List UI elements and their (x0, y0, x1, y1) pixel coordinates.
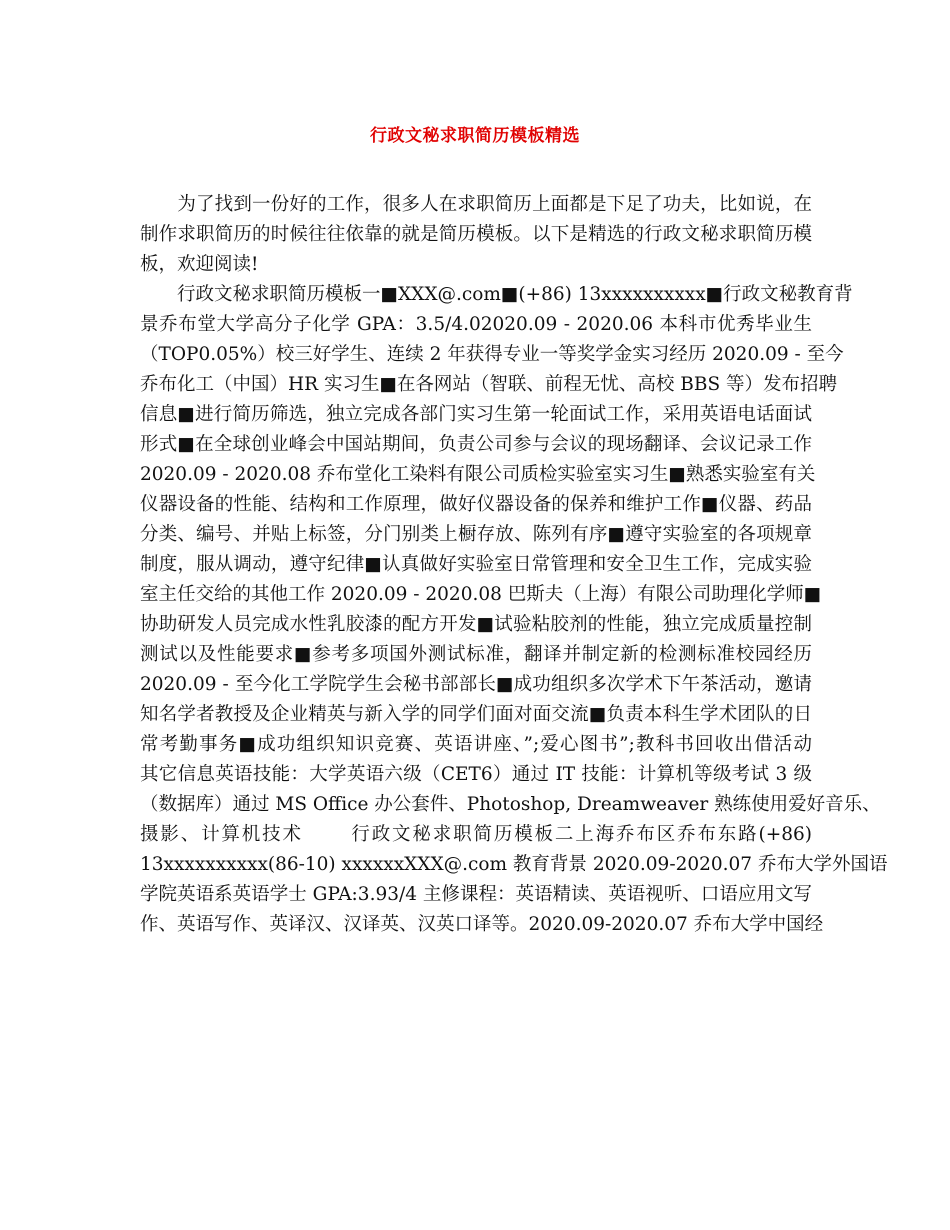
body-line: 乔布化工（中国）HR 实习生■在各网站（智联、前程无忧、高校 BBS 等）发布招聘 (140, 374, 838, 395)
body-line: 协助研发人员完成水性乳胶漆的配方开发■试验粘胶剂的性能，独立完成质量控制 (140, 614, 812, 635)
body-line: 测试以及性能要求■参考多项国外测试标准，翻译并制定新的检测标准校园经历 (140, 644, 812, 665)
body-line: 室主任交给的其他工作 2020.09 - 2020.08 巴斯夫（上海）有限公司助理化学师■ (140, 584, 822, 605)
body-line: 知名学者教授及企业精英与新入学的同学们面对面交流■负责本科生学术团队的日 (140, 704, 812, 725)
body-line: 形式■在全球创业峰会中国站期间，负责公司参与会议的现场翻译、会议记录工作 (140, 434, 812, 455)
document-title: 行政文秘求职简历模板精选 (370, 126, 580, 146)
body-line: 常考勤事务■成功组织知识竞赛、英语讲座、”;爱心图书”;教科书回收出借活动 (140, 734, 812, 755)
body-line: 摄影、计算机技术 行政文秘求职简历模板二上海乔布区乔布东路(+86) (140, 824, 812, 845)
body-line: 2020.09 - 2020.08 乔布堂化工染料有限公司质检实验室实习生■熟悉实验室有关 (140, 464, 816, 485)
body-line: 制作求职简历的时候往往依靠的就是简历模板。以下是精选的行政文秘求职简历模 (140, 224, 812, 245)
body-line: 学院英语系英语学士 GPA:3.93/4 主修课程：英语精读、英语视听、口语应用文写 (140, 884, 812, 905)
body-line: 作、英语写作、英译汉、汉译英、汉英口译等。2020.09-2020.07 乔布大学中国经 (140, 914, 824, 935)
body-line: 行政文秘求职简历模板一■XXX@.com■(+86) 13xxxxxxxxxx■行政文秘教育背 (140, 284, 853, 305)
body-line: （数据库）通过 MS Office 办公套件、Photoshop, Dreamweaver 熟练使用爱好音乐、 (140, 794, 881, 815)
body-line: 2020.09 - 至今化工学院学生会秘书部部长■成功组织多次学术下午茶活动，邀请 (140, 674, 812, 695)
document-body (140, 190, 888, 940)
body-line: 分类、编号、并贴上标签，分门别类上橱存放、陈列有序■遵守实验室的各项规章 (140, 524, 812, 545)
body-line: 制度，服从调动，遵守纪律■认真做好实验室日常管理和安全卫生工作，完成实验 (140, 554, 812, 575)
body-line: 其它信息英语技能：大学英语六级（CET6）通过 IT 技能：计算机等级考试 3 级 (140, 764, 812, 785)
body-line: 仪器设备的性能、结构和工作原理，做好仪器设备的保养和维护工作■仪器、药品 (140, 494, 812, 515)
body-line: （TOP0.05%）校三好学生、连续 2 年获得专业一等奖学金实习经历 2020.09 - 至今 (140, 344, 844, 365)
body-line: 信息■进行简历筛选，独立完成各部门实习生第一轮面试工作，采用英语电话面试 (140, 404, 812, 425)
body-line: 为了找到一份好的工作，很多人在求职简历上面都是下足了功夫，比如说，在 (140, 194, 812, 215)
body-line: 景乔布堂大学高分子化学 GPA：3.5/4.02020.09 - 2020.06 本科市优秀毕业生 (140, 314, 812, 335)
body-line: 13xxxxxxxxxx(86-10) xxxxxxXXX@.com 教育背景 2020.09-2020.07 乔布大学外国语 (140, 854, 888, 875)
body-line: 板，欢迎阅读! (140, 254, 259, 275)
